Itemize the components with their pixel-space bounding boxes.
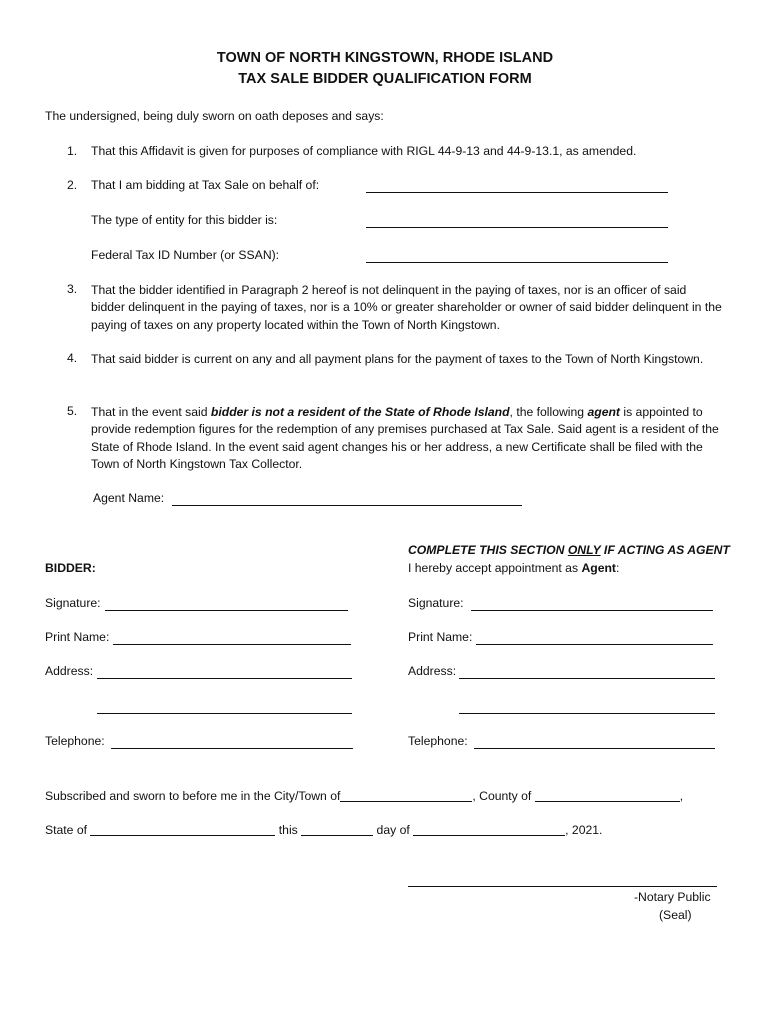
notary-public-label: -Notary Public: [634, 890, 711, 904]
bidding-on-behalf-label: That I am bidding at Tax Sale on behalf of:: [91, 178, 320, 192]
city-town-line[interactable]: [340, 789, 472, 802]
county-line[interactable]: [535, 789, 680, 802]
agent-section-heading: COMPLETE THIS SECTION ONLY IF ACTING AS AGENT: [408, 543, 730, 557]
agent-telephone-label: Telephone:: [408, 734, 468, 748]
entity-type-label: The type of entity for this bidder is:: [91, 213, 278, 227]
notary-line2: State of this day of , 2021.: [45, 823, 603, 837]
bidder-signature-line[interactable]: [105, 598, 348, 611]
bidder-heading: BIDDER:: [45, 561, 96, 575]
item4-number: 4.: [67, 351, 78, 365]
tax-id-label: Federal Tax ID Number (or SSAN):: [91, 248, 280, 262]
entity-type-line[interactable]: [366, 215, 668, 228]
item3-text: That the bidder identified in Paragraph 2 hereof is not delinquent in the paying of taxes, nor is an officer of said bidder delinquent in the paying of taxes, nor is a 10% or greater shareholder or owner of said bidder delinquent in the paying of taxes on any property located within the Town of North Kingstown.: [91, 283, 722, 332]
bidder-address-line2[interactable]: [97, 701, 352, 714]
notary-line1: Subscribed and sworn to before me in the City/Town of , County of ,: [45, 789, 684, 803]
notary-signature-line[interactable]: [408, 874, 717, 887]
item4-text: That said bidder is current on any and all payment plans for the payment of taxes to the Town of North Kingstown.: [91, 352, 704, 366]
item1-number: 1.: [67, 144, 78, 158]
item1-text: That this Affidavit is given for purposes of compliance with RIGL 44-9-13 and 44-9-13.1, as amended.: [91, 144, 637, 158]
agent-signature-label: Signature:: [408, 596, 464, 610]
agent-telephone-line[interactable]: [474, 736, 715, 749]
bidder-telephone-line[interactable]: [111, 736, 353, 749]
seal-label: (Seal): [659, 908, 692, 922]
bidder-signature-label: Signature:: [45, 596, 101, 610]
form-title-line2: TAX SALE BIDDER QUALIFICATION FORM: [238, 71, 532, 87]
agent-address-line1[interactable]: [459, 666, 715, 679]
intro-text: The undersigned, being duly sworn on oath deposes and says:: [45, 109, 384, 123]
agent-signature-line[interactable]: [471, 598, 713, 611]
bidder-print-name-line[interactable]: [113, 632, 351, 645]
item5-number: 5.: [67, 404, 78, 418]
agent-name-line[interactable]: [172, 493, 522, 506]
bidder-print-name-label: Print Name:: [45, 630, 110, 644]
agent-address-label: Address:: [408, 664, 457, 678]
item5-text: That in the event said bidder is not a resident of the State of Rhode Island, the following agent is appointed to provide redemption figures for the redemption of any premises purchased at Tax Sale. Said agent is a resident of the State of Rhode Island. In the event said agent changes his or her address, a new Certificate shall be filed with the Town of North Kingstown Tax Collector.: [91, 405, 719, 472]
agent-print-name-line[interactable]: [476, 632, 713, 645]
item3-number: 3.: [67, 282, 78, 296]
form-title-line1: TOWN OF NORTH KINGSTOWN, RHODE ISLAND: [216, 50, 554, 66]
day-line[interactable]: [301, 823, 373, 836]
bidding-on-behalf-line[interactable]: [366, 180, 668, 193]
bidder-address-line1[interactable]: [97, 666, 352, 679]
agent-address-line2[interactable]: [459, 701, 715, 714]
bidder-address-label: Address:: [45, 664, 94, 678]
item2-number: 2.: [67, 178, 78, 192]
agent-name-label: Agent Name:: [93, 491, 165, 505]
bidder-telephone-label: Telephone:: [45, 734, 105, 748]
month-line[interactable]: [413, 823, 565, 836]
agent-accept-text: I hereby accept appointment as Agent:: [408, 561, 620, 575]
agent-print-name-label: Print Name:: [408, 630, 473, 644]
tax-id-line[interactable]: [366, 250, 668, 263]
state-line[interactable]: [90, 823, 275, 836]
